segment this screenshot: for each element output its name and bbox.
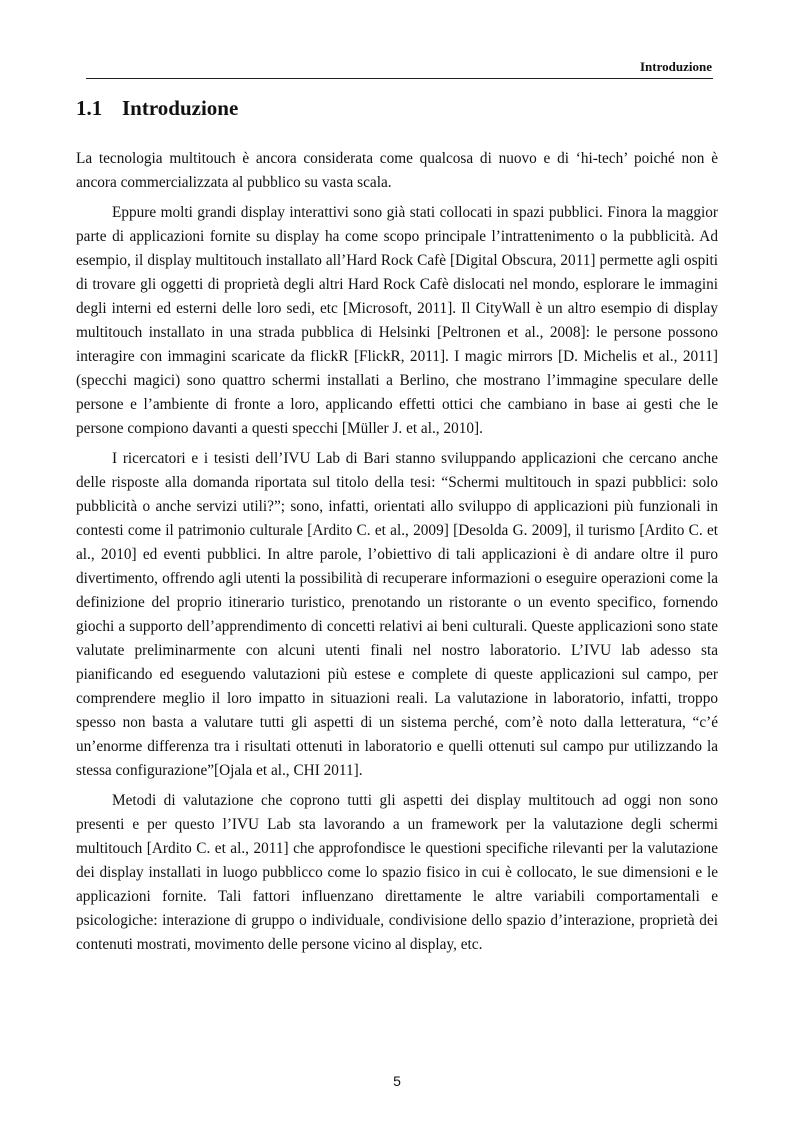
section-title: Introduzione [122,96,239,120]
paragraph-3: I ricercatori e i tesisti dell’IVU Lab di Bari stanno sviluppando applicazioni che cercano anche delle risposte alla domanda riportata sul titolo della tesi: “Schermi multitouch in spazi pubblici: solo pubblicità o anche servizi utili?”; sono, infatti, orientati allo sviluppo di applicazioni più funzionali in contesti come il patrimonio culturale [Ardito C. et al., 2009] [Desolda G. 2009], il turismo [Ardito C. et al., 2010] ed eventi pubblici. In altre parole, l’obiettivo di tali applicazioni è di andare oltre il puro divertimento, offrendo agli utenti la possibilità di recuperare informazioni o eseguire operazioni come la definizione del proprio itinerario turistico, prenotando un ristorante o un evento specifico, fornendo giochi a supporto dell’apprendimento di concetti relativi ai beni culturali. Queste applicazioni sono state valutate preliminarmente con alcuni utenti finali nel nostro laboratorio. L’IVU lab adesso sta pianificando ed eseguendo valutazioni più estese e complete di queste applicazioni sul campo, per comprendere meglio il loro impatto in situazioni reali. La valutazione in laboratorio, infatti, troppo spesso non basta a valutare tutti gli aspetti di un sistema perché, com’è noto dalla letteratura, “c’é un’enorme differenza tra i risultati ottenuti in laboratorio e quelli ottenuti sul campo pur utilizzando la stessa configurazione”[Ojala et al., CHI 2011]. [76,450,718,779]
paragraph-2: Eppure molti grandi display interattivi sono già stati collocati in spazi pubblici. Finora la maggior parte di applicazioni fornite su display ha come scopo principale l’intrattenimento o la pubblicità. Ad esempio, il display multitouch installato all’Hard Rock Cafè [Digital Obscura, 2011] permette agli ospiti di trovare gli oggetti di proprietà degli altri Hard Rock Cafè dislocati nel mondo, esplorare le immagini degli interni ed esterni delle loro sedi, etc [Microsoft, 2011]. Il CityWall è un altro esempio di display multitouch installato in una strada pubblica di Helsinki [Peltronen et al., 2008]: le persone possono interagire con immagini scaricate da flickR [FlickR, 2011]. I magic mirrors [D. Michelis et al., 2011] (specchi magici) sono quattro schermi installati a Berlino, che mostrano l’immagine speculare delle persone e l’ambiente di fronte a loro, applicando effetti ottici che cambiano in base ai gesti che le persone compiono davanti a questi specchi [Müller J. et al., 2010]. [76,204,718,437]
running-header: Introduzione [640,59,712,74]
page-number: 5 [393,1073,401,1089]
paragraph-1: La tecnologia multitouch è ancora considerata come qualcosa di nuovo e di ‘hi-tech’ poiché non è ancora commercializzata al pubblico su vasta scala. [76,150,718,191]
section-heading [76,95,238,121]
header-rule [86,78,713,79]
section-number: 1.1 [76,96,103,120]
paragraph-4: Metodi di valutazione che coprono tutti gli aspetti dei display multitouch ad oggi non sono presenti e per questo l’IVU Lab sta lavorando a un framework per la valutazione degli schermi multitouch [Ardito C. et al., 2011] che approfondisce le questioni specifiche rilevanti per la valutazione dei display installati in luogo pubblicco come lo spazio fisico in cui è collocato, le sue dimensioni e le applicazioni fornite. Tali fattori influenzano direttamente le altre variabili comportamentali e psicologiche: interazione di gruppo o individuale, condivisione dello spazio d’interazione, proprietà dei contenuti mostrati, movimento delle persone vicino al display, etc. [76,792,718,953]
body-text [76,147,718,963]
